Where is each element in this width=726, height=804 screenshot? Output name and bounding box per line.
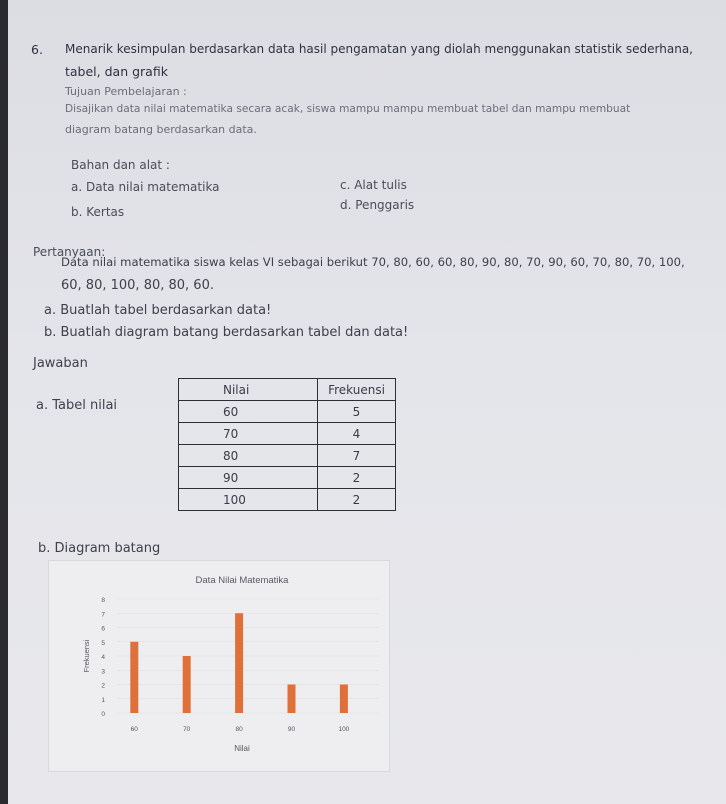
y-tick-label: 6 — [101, 625, 105, 633]
cell-frekuensi: 5 — [318, 401, 396, 423]
objective-line1: Disajikan data nilai matematika secara acak, siswa mampu mampu membuat tabel dan mampu membuat — [65, 103, 631, 115]
y-tick-label: 4 — [101, 654, 105, 661]
x-tick-label: 70 — [183, 726, 191, 733]
x-tick-label: 60 — [130, 726, 138, 733]
y-axis-label: Frekuensi — [82, 639, 91, 673]
y-tick-label: 5 — [101, 639, 105, 647]
cell-nilai: 70 — [179, 423, 318, 445]
task-a: a. Buatlah tabel berdasarkan data! — [44, 303, 272, 318]
worksheet-page — [8, 0, 726, 804]
cell-frekuensi: 7 — [318, 445, 396, 467]
question-label: Pertanyaan: — [33, 245, 106, 259]
table-label: a. Tabel nilai — [36, 398, 118, 413]
x-tick-label: 80 — [235, 726, 243, 733]
question-data-line1: Data nilai matematika siswa kelas VI sebagai berikut 70, 80, 60, 60, 80, 90, 80, 70, 90, 60, 70, 80, 70, 100, — [61, 255, 685, 269]
material-item-d: d. Penggaris — [340, 198, 415, 212]
table-row — [179, 467, 396, 489]
material-item-c: c. Alat tulis — [340, 178, 407, 192]
y-tick-label: 1 — [101, 696, 105, 704]
objective-line2: diagram batang berdasarkan data. — [65, 123, 257, 136]
answer-label: Jawaban — [33, 356, 88, 371]
x-axis-label: Nilai — [234, 744, 250, 753]
bar-70 — [183, 656, 191, 713]
question-number: 6. — [31, 42, 43, 57]
chart-title: Data Nilai Matematika — [195, 575, 289, 586]
y-tick-label: 8 — [101, 597, 105, 604]
table-row — [179, 401, 396, 423]
material-item-a: a. Data nilai matematika — [71, 180, 220, 194]
y-tick-label: 7 — [101, 611, 105, 619]
y-tick-label: 2 — [101, 682, 105, 690]
cell-frekuensi: 2 — [318, 467, 396, 489]
y-tick-label: 0 — [101, 711, 105, 718]
table-row — [179, 489, 396, 511]
bar-chart-panel — [48, 560, 390, 772]
table-row — [179, 423, 396, 445]
cell-frekuensi: 4 — [318, 423, 396, 445]
column-header-nilai: Nilai — [179, 379, 318, 401]
question-data-line2: 60, 80, 100, 80, 80, 60. — [61, 278, 214, 293]
material-item-b: b. Kertas — [71, 205, 125, 219]
bar-100 — [340, 685, 348, 714]
frequency-table — [178, 378, 396, 511]
cell-nilai: 100 — [179, 489, 318, 511]
y-tick-label: 3 — [101, 668, 105, 676]
column-header-frekuensi: Frekuensi — [318, 379, 396, 401]
x-tick-label: 90 — [287, 726, 296, 733]
table-header-row — [179, 379, 396, 401]
task-title-line1: Menarik kesimpulan berdasarkan data hasil pengamatan yang diolah menggunakan statistik sederhana, — [65, 42, 693, 56]
x-tick-label: 100 — [338, 726, 350, 733]
objective-label: Tujuan Pembelajaran : — [65, 85, 187, 98]
cell-nilai: 90 — [179, 467, 318, 489]
cell-frekuensi: 2 — [318, 489, 396, 511]
materials-label: Bahan dan alat : — [71, 158, 170, 172]
chart-label: b. Diagram batang — [38, 541, 161, 556]
bar-60 — [130, 642, 138, 713]
bar-90 — [287, 685, 295, 714]
task-title-line2: tabel, dan grafik — [65, 64, 168, 79]
cell-nilai: 60 — [179, 401, 318, 423]
bar-chart — [49, 561, 389, 771]
bar-80 — [235, 613, 243, 713]
cell-nilai: 80 — [179, 445, 318, 467]
task-b: b. Buatlah diagram batang berdasarkan tabel dan data! — [44, 325, 409, 340]
table-row — [179, 445, 396, 467]
